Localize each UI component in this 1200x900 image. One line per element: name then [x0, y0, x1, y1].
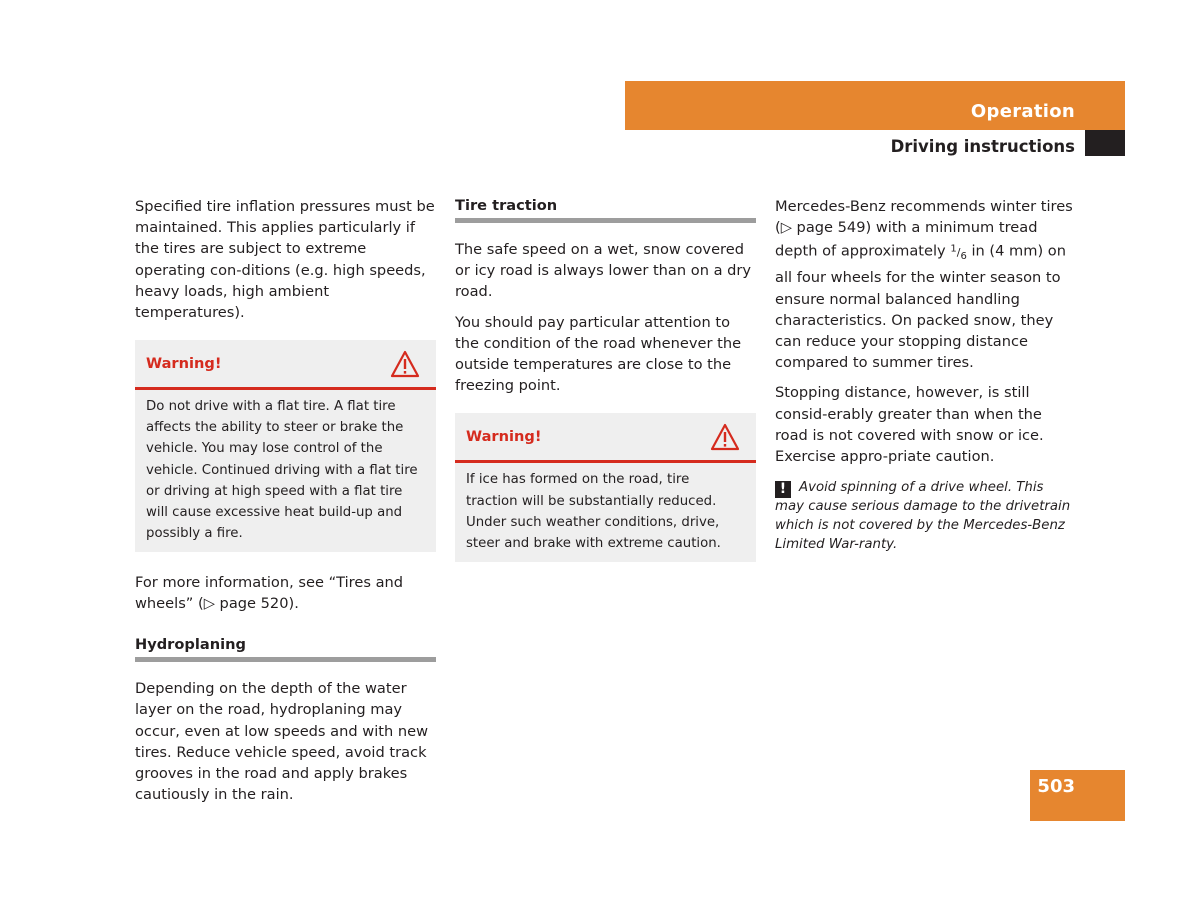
warning-box-flat-tire — [135, 340, 436, 552]
warning-box-ice — [455, 413, 756, 561]
more-info-paragraph: For more information, see “Tires and wheels” (▷ page 520). — [135, 573, 404, 613]
caution-text: Avoid spinning of a drive wheel. This may cause serious damage to the drivetrain which is not covered by the Mercedes-Benz Limited War-ranty. — [775, 480, 1071, 552]
column-right — [775, 196, 1076, 555]
section-band — [625, 81, 1125, 130]
stopping-distance-paragraph: Stopping distance, however, is still consid-erably greater than when the road is not covered with snow or ice. Exercise appro-priate caution. — [775, 384, 1044, 466]
heading-rule — [455, 218, 756, 223]
winter-tires-paragraph — [775, 196, 1076, 373]
fraction-numerator: 1 — [950, 243, 957, 255]
inflation-paragraph: Specified tire inflation pressures must be maintained. This applies particularly if the tires are subject to extreme operating con-ditions (e.g. high speeds, heavy loads, high ambient temperatures). — [135, 198, 435, 322]
warning-header — [455, 413, 756, 463]
caution-note — [775, 479, 1076, 554]
safe-speed-paragraph: The safe speed on a wet, snow covered or icy road is always lower than on a dry road. — [455, 241, 752, 301]
warning-label: Warning! — [146, 355, 222, 373]
warning-triangle-icon — [710, 423, 740, 451]
tire-traction-heading: Tire traction — [455, 197, 558, 214]
winter-tires-text-start: Mercedes-Benz recommends winter tires (▷ page 549) with a minimum tread depth of approximately — [775, 198, 1073, 261]
section-title: Operation — [970, 101, 1075, 122]
page-number: 503 — [1037, 776, 1075, 797]
page-number-box — [1030, 770, 1125, 821]
road-condition-paragraph: You should pay particular attention to the condition of the road whenever the outside temperatures are close to the freezing point. — [455, 313, 742, 395]
warning-triangle-icon — [390, 350, 420, 378]
hydroplaning-heading: Hydroplaning — [135, 636, 246, 654]
winter-tires-text-end: in (4 mm) on all four wheels for the winter season to ensure normal balanced handling characteristics. On packed snow, they can reduce your stopping distance compared to summer tires. — [775, 243, 1066, 372]
column-middle — [455, 196, 756, 574]
caution-exclamation-icon: ! — [775, 481, 791, 498]
warning-text: If ice has formed on the road, tire traction will be substantially reduced. Under such weather conditions, drive, steer and brake with extreme caution. — [466, 472, 721, 551]
warning-header — [135, 340, 436, 390]
warning-text: Do not drive with a flat tire. A flat tire affects the ability to steer or brake the vehicle. You may lose control of the vehicle. Continued driving with a flat tire or driving at high speed with a flat tire will cause excessive heat build-up and possibly a fire. — [146, 399, 418, 541]
subsection-marker — [1085, 130, 1125, 156]
warning-label: Warning! — [466, 428, 542, 446]
subsection-title: Driving instructions — [890, 137, 1075, 156]
heading-rule — [135, 657, 436, 662]
fraction-denominator: 6 — [960, 251, 967, 263]
hydroplaning-paragraph: Depending on the depth of the water layer on the road, hydroplaning may occur, even at low speeds and with new tires. Reduce vehicle speed, avoid track grooves in the road and apply brakes cautiously in the rain. — [135, 680, 429, 804]
tread-depth-fraction: $^1/_6$ — [950, 243, 967, 263]
column-left — [135, 196, 436, 815]
